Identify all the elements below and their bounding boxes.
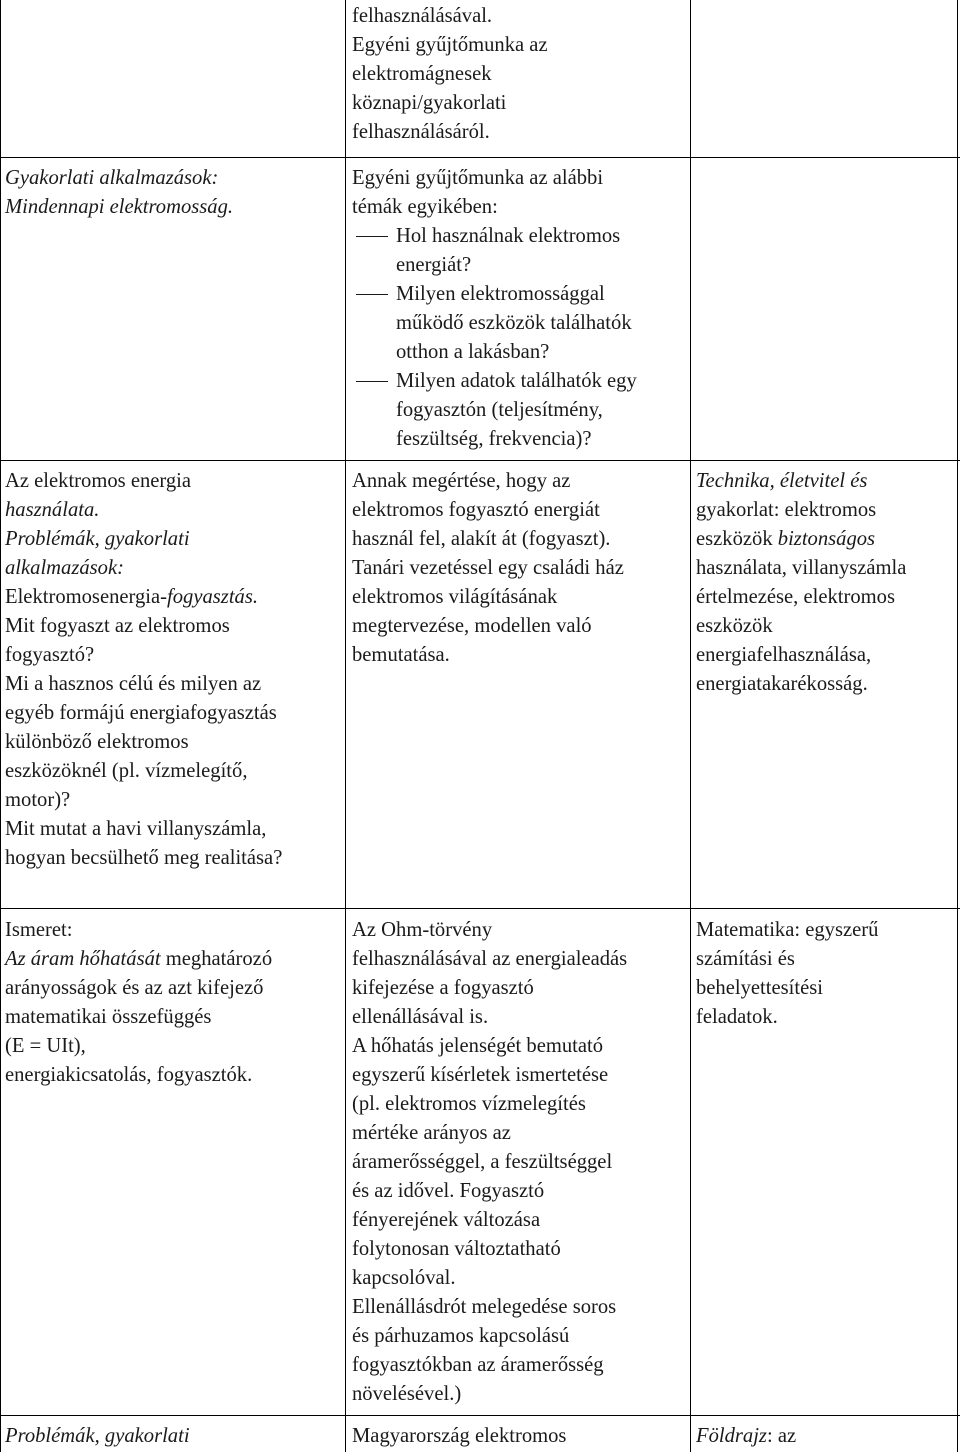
column-divider-2	[690, 0, 691, 1452]
table-border-right	[957, 0, 958, 1452]
row-3-col-3: Matematika: egyszerű számítási és behelyettesítési feladatok.	[696, 919, 879, 1028]
bullet-item: Milyen elektromossággal működő eszközök találhatók otthon a lakásban?	[352, 280, 637, 367]
row-1-col-2: Egyéni gyűjtőmunka az alábbi témák egyikében: Hol használnak elektromos energiát? Milyen elektromossággal működő eszközök találhatók otthon a lakásban? Milyen adatok találhatók egy fogyasztón (teljesítmény, feszültség, frekvencia)?	[352, 164, 637, 454]
row-4-col-2: Magyarország elektromos	[352, 1425, 567, 1447]
row-4-col-1: Problémák, gyakorlati	[5, 1425, 190, 1447]
row-4-col-3: Földrajz: az	[696, 1425, 797, 1447]
table-border-left	[0, 0, 1, 1452]
bullet-item: Milyen adatok találhatók egy fogyasztón (teljesítmény, feszültség, frekvencia)?	[352, 367, 637, 454]
row-0-col-2: felhasználásával. Egyéni gyűjtőmunka az elektromágnesek köznapi/gyakorlati felhasználásáról.	[352, 5, 548, 143]
row-1-col-1: Gyakorlati alkalmazások: Mindennapi elektromosság.	[5, 167, 234, 218]
column-divider-1	[345, 0, 346, 1452]
row-3-col-2: Az Ohm-törvény felhasználásával az energialeadás kifejezése a fogyasztó ellenállásával is. A hőhatás jelenségét bemutató egyszerű kísérletek ismertetése (pl. elektromos vízmelegítés mértéke arányos az áramerősséggel, a feszültséggel és az idővel. Fogyasztó fényerejének változása folytonosan változtatható kapcsolóval. Ellenállásdrót melegedése soros és párhuzamos kapcsolású fogyasztókban az áramerősség növelésével.)	[352, 919, 628, 1405]
row-2-col-3: Technika, életvitel és gyakorlat: elektromos eszközök biztonságos használata, villanyszámla értelmezése, elektromos eszközök energiafelhasználása, energiatakarékosság.	[696, 470, 907, 695]
row-divider-2	[0, 460, 960, 461]
row-2-col-1: Az elektromos energia használata. Problémák, gyakorlati alkalmazások: Elektromosenergia-fogyasztás. Mit fogyaszt az elektromos fogyasztó? Mi a hasznos célú és milyen az egyéb formájú energiafogyasztás különböző elektromos eszközöknél (pl. vízmelegítő, motor)? Mit mutat a havi villanyszámla, hogyan becsülhető meg realitása?	[5, 470, 283, 869]
row-2-col-2: Annak megértése, hogy az elektromos fogyasztó energiát használ fel, alakít át (fogyaszt). Tanári vezetéssel egy családi ház elektromos világításának megtervezése, modellen való bemutatása.	[352, 470, 624, 666]
bullet-item: Hol használnak elektromos energiát?	[352, 222, 637, 280]
row-3-col-1: Ismeret: Az áram hőhatását meghatározó arányosságok és az azt kifejező matematikai összefüggés (E = UIt), energiakicsatolás, fogyasztók.	[5, 919, 273, 1086]
row-divider-1	[0, 157, 960, 158]
row-divider-3	[0, 908, 960, 909]
row-divider-4	[0, 1415, 960, 1416]
